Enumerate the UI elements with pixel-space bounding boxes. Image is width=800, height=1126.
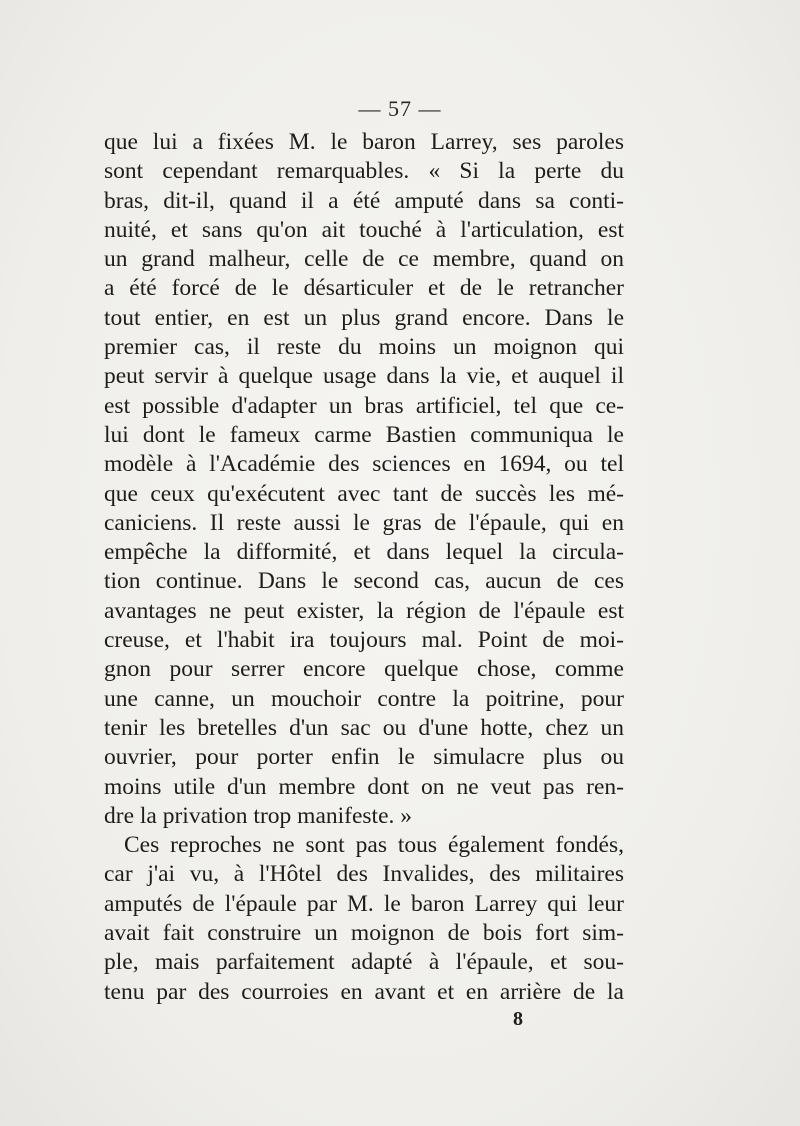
text-line: un grand malheur, celle de ce membre, quand on — [104, 246, 624, 273]
text-line: tion continue. Dans le second cas, aucun de ces — [104, 568, 624, 595]
text-line: modèle à l'Académie des sciences en 1694, ou tel — [104, 451, 624, 478]
text-line: est possible d'adapter un bras artificiel, tel que ce- — [104, 392, 624, 419]
text-line: nuité, et sans qu'on ait touché à l'articulation, est — [104, 216, 624, 243]
text-line: amputés de l'épaule par M. le baron Larrey qui leur — [104, 890, 624, 917]
text-line: gnon pour serrer encore quelque chose, comme — [104, 656, 624, 683]
text-line: a été forcé de le désarticuler et de le retrancher — [104, 275, 624, 302]
text-line: ouvrier, pour porter enfin le simulacre plus ou — [104, 744, 624, 771]
paragraph-start-line: Ces reproches ne sont pas tous également fondés, — [124, 832, 624, 859]
text-line: une canne, un mouchoir contre la poitrine, pour — [104, 685, 624, 712]
text-line: sont cependant remarquables. « Si la perte du — [104, 158, 624, 185]
signature-mark: 8 — [513, 1008, 523, 1030]
text-line: empêche la difformité, et dans lequel la circula- — [104, 539, 624, 566]
text-line: ple, mais parfaitement adapté à l'épaule, et sou- — [104, 949, 624, 976]
text-line: que lui a fixées M. le baron Larrey, ses paroles — [104, 129, 624, 155]
paragraph-end-line: dre la privation trop manifeste. » — [104, 802, 413, 829]
text-line: tenir les bretelles d'un sac ou d'une hotte, chez un — [104, 714, 624, 741]
text-line: lui dont le fameux carme Bastien communiqua le — [104, 421, 624, 448]
text-line: que ceux qu'exécutent avec tant de succès les mé- — [104, 480, 624, 507]
text-line: avait fait construire un moignon de bois fort sim- — [104, 920, 624, 947]
body-text — [104, 128, 624, 1007]
text-line: avantages ne peut exister, la région de l'épaule est — [104, 597, 624, 624]
text-line: tout entier, en est un plus grand encore. Dans le — [104, 304, 624, 331]
text-line: moins utile d'un membre dont on ne veut pas ren- — [104, 773, 624, 800]
text-line: peut servir à quelque usage dans la vie, et auquel il — [104, 363, 624, 390]
text-line: premier cas, il reste du moins un moignon qui — [104, 334, 624, 361]
text-line: creuse, et l'habit ira toujours mal. Point de moi- — [104, 627, 624, 654]
page-number: — 57 — — [358, 96, 442, 121]
text-line: bras, dit-il, quand il a été amputé dans sa conti- — [104, 187, 624, 214]
text-line: car j'ai vu, à l'Hôtel des Invalides, des militaires — [104, 861, 624, 888]
text-line: caniciens. Il reste aussi le gras de l'épaule, qui en — [104, 509, 624, 536]
text-line: tenu par des courroies en avant et en arrière de la — [104, 978, 624, 1005]
